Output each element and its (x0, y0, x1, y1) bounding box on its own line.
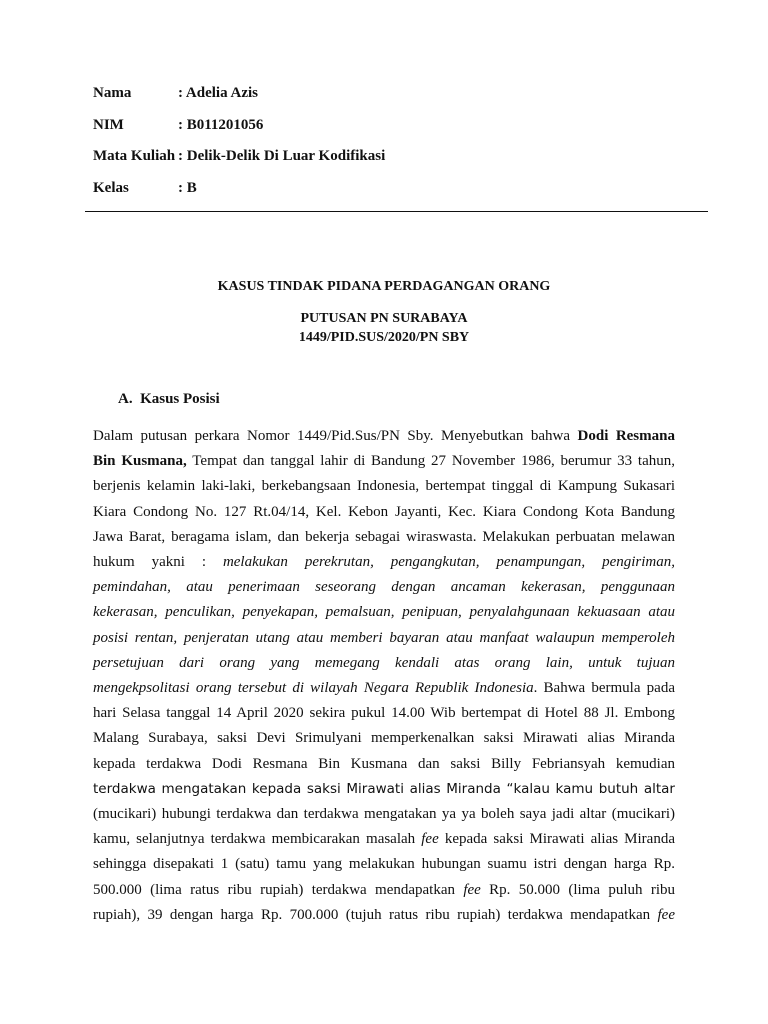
italic-run: pemindahan, atau penerimaan seseorang dengan ancaman kekerasan, penggunaan (93, 579, 675, 596)
paragraph-line: (mucikari) hubungi terdakwa dan terdakwa mengatakan ya ya boleh saya jadi altar (mucikari) (93, 806, 675, 823)
paragraph-line (93, 626, 675, 651)
identity-value: : B011201056 (178, 116, 264, 133)
paragraph-line (93, 827, 675, 852)
paragraph-line: Jawa Barat, beragama islam, dan bekerja sebagai wiraswasta. Melakukan perbuatan melawan (93, 528, 675, 545)
defendant-name: Dodi Resmana (577, 428, 675, 444)
paragraph-line (93, 550, 675, 575)
paragraph-line: berjenis kelamin laki-laki, berkebangsaan Indonesia, bertempat tinggal di Kampung Sukasari (93, 478, 675, 495)
italic-run: posisi rentan, penjeratan utang atau memberi bayaran atau manfaat walaupun memperoleh (93, 629, 675, 646)
text-run: 500.000 (lima ratus ribu rupiah) terdakwa mendapatkan (93, 881, 464, 898)
paragraph-line: hari Selasa tanggal 14 April 2020 sekira pukul 14.00 Wib bertempat di Hotel 88 Jl. Embong (93, 705, 675, 722)
text-run: Tempat dan tanggal lahir di Bandung 27 November 1986, berumur 33 tahun, (186, 453, 676, 470)
identity-value: : Delik-Delik Di Luar Kodifikasi (178, 148, 386, 164)
paragraph-line (93, 424, 675, 449)
case-paragraph (93, 424, 675, 928)
paragraph-line (93, 903, 675, 928)
text-run: . Bahwa bermula pada (533, 680, 675, 697)
text-run: hukum yakni : (93, 554, 223, 571)
student-identity (93, 85, 385, 211)
identity-label: NIM (93, 116, 124, 133)
italic-run: fee (657, 906, 675, 923)
document-title: KASUS TINDAK PIDANA PERDAGANGAN ORANG (217, 279, 551, 294)
paragraph-line: terdakwa mengatakan kepada saksi Mirawati alias Miranda “kalau kamu butuh altar (93, 780, 675, 797)
paragraph-line: sehingga disepakati 1 (satu) tamu yang melakukan hubungan suamu istri dengan harga Rp. (93, 856, 675, 873)
identity-label: Mata Kuliah (93, 148, 176, 164)
section-heading: A. Kasus Posisi (118, 391, 220, 407)
text-run: Dalam putusan perkara Nomor 1449/Pid.Sus/PN Sby. Menyebutkan bahwa (93, 428, 578, 444)
identity-row-name (93, 85, 385, 117)
paragraph-line: Malang Surabaya, saksi Devi Srimulyani memperkenalkan saksi Mirawati alias Miranda (93, 730, 675, 747)
italic-run: kekerasan, penculikan, penyekapan, pemalsuan, penipuan, penyalahgunaan kekuasaan atau (93, 604, 675, 621)
text-run: kamu, selanjutnya terdakwa membicarakan masalah (93, 831, 422, 848)
identity-label: Nama (93, 85, 132, 101)
italic-run: melakukan perekrutan, pengangkutan, penampungan, pengiriman, (222, 554, 675, 571)
paragraph-line: kepada terdakwa Dodi Resmana Bin Kusmana dan saksi Billy Febriansyah kemudian (93, 755, 675, 772)
identity-row-course (93, 148, 385, 180)
paragraph-line: Kiara Condong No. 127 Rt.04/14, Kel. Kebon Jayanti, Kec. Kiara Condong Kota Bandung (93, 503, 675, 520)
court-name: PUTUSAN PN SURABAYA (300, 311, 468, 326)
paragraph-line (93, 575, 675, 600)
paragraph-line (93, 600, 675, 625)
text-run: Rp. 50.000 (lima puluh ribu (480, 881, 675, 898)
defendant-name: Bin Kusmana, (93, 453, 187, 470)
identity-row-nim (93, 117, 385, 149)
paragraph-line (93, 651, 675, 676)
paragraph-line (93, 676, 675, 701)
identity-value: : B (178, 179, 197, 196)
italic-run: fee (421, 831, 439, 848)
identity-value: : Adelia Azis (178, 85, 259, 101)
italic-run: fee (463, 881, 481, 898)
identity-row-class (93, 180, 385, 212)
identity-label: Kelas (93, 179, 129, 196)
header-divider (85, 211, 708, 212)
italic-run: mengekpsolitasi orang tersebut di wilayah Negara Republik Indonesia (93, 680, 534, 697)
text-run: rupiah), 39 dengan harga Rp. 700.000 (tujuh ratus ribu rupiah) terdakwa mendapatkan (93, 906, 658, 923)
italic-run: persetujuan dari orang yang memegang kendali atas orang lain, untuk tujuan (93, 654, 675, 671)
text-run: kepada saksi Mirawati alias Miranda (438, 831, 675, 848)
paragraph-line (93, 878, 675, 903)
paragraph-line (93, 449, 675, 474)
case-number: 1449/PID.SUS/2020/PN SBY (298, 330, 470, 345)
